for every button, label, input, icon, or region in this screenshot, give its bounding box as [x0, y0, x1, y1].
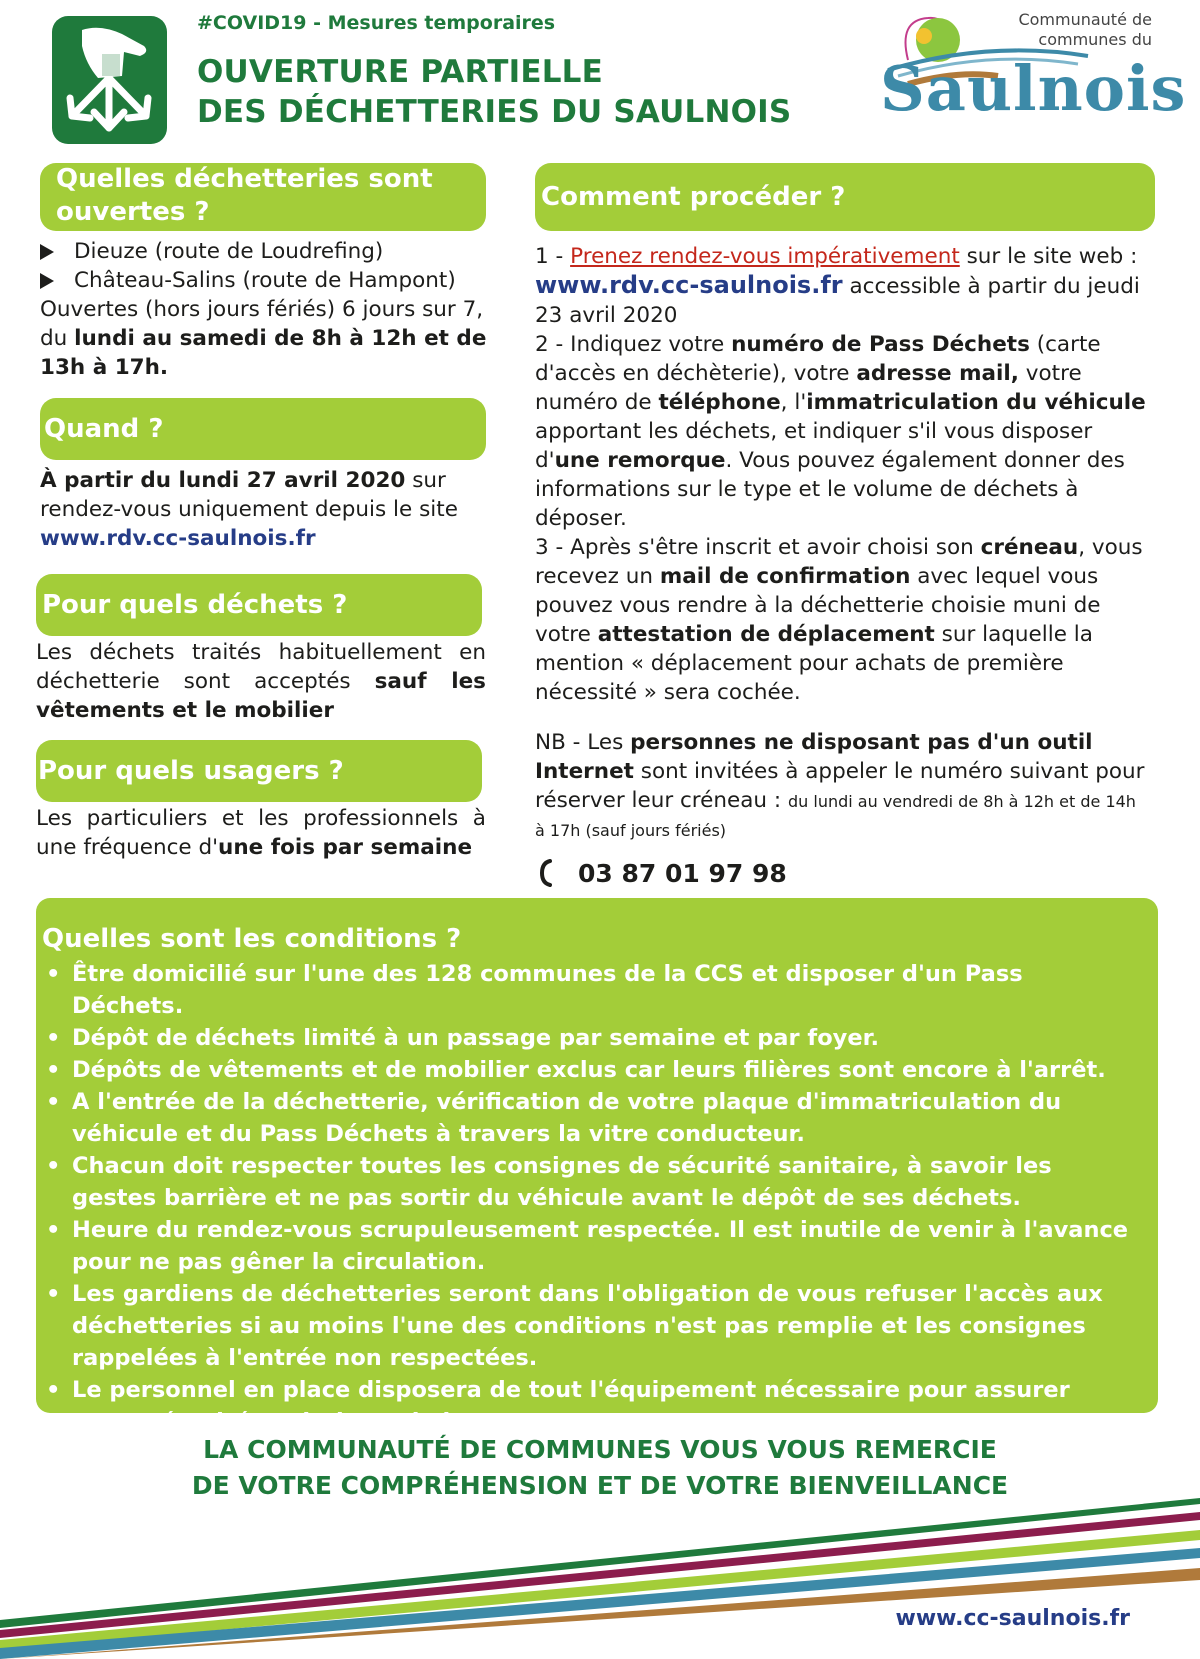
brand-word: Saulnois — [880, 52, 1187, 125]
phone-number[interactable]: 03 87 01 97 98 — [578, 858, 787, 888]
condition-item: • A l'entrée de la déchetterie, vérification de votre plaque d'immatriculation du véhicule et du Pass Déchets à travers la vitre conducteur. — [42, 1086, 1136, 1150]
waste-section: Les déchets traités habituellement en déchetterie sont acceptés sauf les vêtements et le mobilier — [36, 640, 486, 723]
decorative-stripes — [0, 1490, 1200, 1659]
condition-item: • Être domicilié sur l'une des 128 communes de la CCS et disposer d'un Pass Déchets. — [42, 958, 1136, 1022]
arrow-bullet-icon — [40, 273, 54, 289]
condition-item: • Le personnel en place disposera de tout l'équipement nécessaire pour assurer votre sécurité sanitaire et la leur. — [42, 1374, 1136, 1438]
site-chateau-salins: Château-Salins (route de Hampont) — [40, 266, 490, 295]
appointment-link[interactable]: Prenez rendez-vous impérativement — [570, 244, 960, 269]
users-section: Les particuliers et les professionnels à une fréquence d'une fois par semaine — [36, 806, 486, 860]
website-link[interactable]: www.rdv.cc-saulnois.fr — [535, 271, 843, 299]
phone-icon — [538, 858, 556, 888]
booking-link[interactable]: www.rdv.cc-saulnois.fr — [40, 526, 316, 551]
step-1: 1 - Prenez rendez-vous impérativement sur le site web : www.rdv.cc-saulnois.fr accessible à partir du jeudi 23 avril 2020 — [535, 244, 1140, 328]
condition-item: • Dépôts de vêtements et de mobilier exclus car leurs filières sont encore à l'arrêt. — [42, 1054, 1136, 1086]
condition-item: • Heure du rendez-vous scrupuleusement respectée. Il est inutile de venir à l'avance pour ne pas gêner la circulation. — [42, 1214, 1136, 1278]
brand-line-2: communes du — [1038, 30, 1152, 49]
heading-conditions: Quelles sont les conditions ? — [42, 924, 462, 954]
arrow-bullet-icon — [40, 244, 54, 260]
condition-item: • Les gardiens de déchetteries seront dans l'obligation de vous refuser l'accès aux déchetteries si au moins l'une des conditions n'est pas remplie et les consignes rappelées à l'entrée non respectées. — [42, 1278, 1136, 1374]
conditions-list — [42, 958, 1136, 1438]
heading-waste: Pour quels déchets ? — [36, 574, 482, 636]
title-line-1: OUVERTURE PARTIELLE — [197, 54, 604, 90]
open-section — [40, 237, 490, 382]
nb-note: NB - Les personnes ne disposant pas d'un outil Internet sont invitées à appeler le numéro suivant pour réserver leur créneau : du lundi au vendredi de 8h à 12h et de 14h à 17h (sauf jours fériés) — [535, 730, 1145, 840]
heading-users: Pour quels usagers ? — [36, 740, 482, 802]
condition-item: • Chacun doit respecter toutes les consignes de sécurité sanitaire, à savoir les gestes barrière et ne pas sortir du véhicule avant le dépôt de ses déchets. — [42, 1150, 1136, 1214]
recycling-logo-icon — [52, 16, 167, 144]
heading-how: Comment procéder ? — [535, 163, 1155, 231]
footer-website-link[interactable]: www.cc-saulnois.fr — [895, 1606, 1130, 1631]
heading-when: Quand ? — [40, 398, 486, 460]
page-title — [197, 52, 791, 132]
step-3: 3 - Après s'être inscrit et avoir choisi son créneau, vous recevez un mail de confirmation avec lequel vous pouvez vous rendre à la déchetterie choisie muni de votre attestation de déplacement sur laquelle la mention « déplacement pour achats de première nécessité » sera cochée. — [535, 535, 1143, 705]
condition-item: • Dépôt de déchets limité à un passage par semaine et par foyer. — [42, 1022, 1136, 1054]
how-section — [535, 242, 1147, 707]
when-section: À partir du lundi 27 avril 2020 sur rendez-vous uniquement depuis le site www.rdv.cc-saulnois.fr — [40, 468, 458, 551]
phone-row — [538, 856, 787, 890]
thanks-message: LA COMMUNAUTÉ DE COMMUNES VOUS VOUS REMERCIE DE VOTRE COMPRÉHENSION ET DE VOTRE BIENVEILLANCE — [191, 1435, 1009, 1500]
conditions-panel — [36, 898, 1158, 1435]
heading-open: Quelles déchetteries sont ouvertes ? — [40, 163, 486, 231]
brand-line-1: Communauté de — [1018, 10, 1152, 29]
title-line-2: DES DÉCHETTERIES DU SAULNOIS — [197, 94, 792, 130]
site-dieuze: Dieuze (route de Loudrefing) — [40, 237, 490, 266]
step-2: 2 - Indiquez votre numéro de Pass Déchets (carte d'accès en déchèterie), votre adresse mail, votre numéro de téléphone, l'immatriculation du véhicule apportant les déchets, et indiquer s'il vous disposer d'une remorque. Vous pouvez également donner des informations sur le type et le volume de déchets à déposer. — [535, 332, 1146, 531]
covid-tag: #COVID19 - Mesures temporaires — [197, 12, 556, 34]
opening-hours: Ouvertes (hors jours fériés) 6 jours sur 7, du lundi au samedi de 8h à 12h et de 13h à 17h. — [40, 297, 487, 380]
